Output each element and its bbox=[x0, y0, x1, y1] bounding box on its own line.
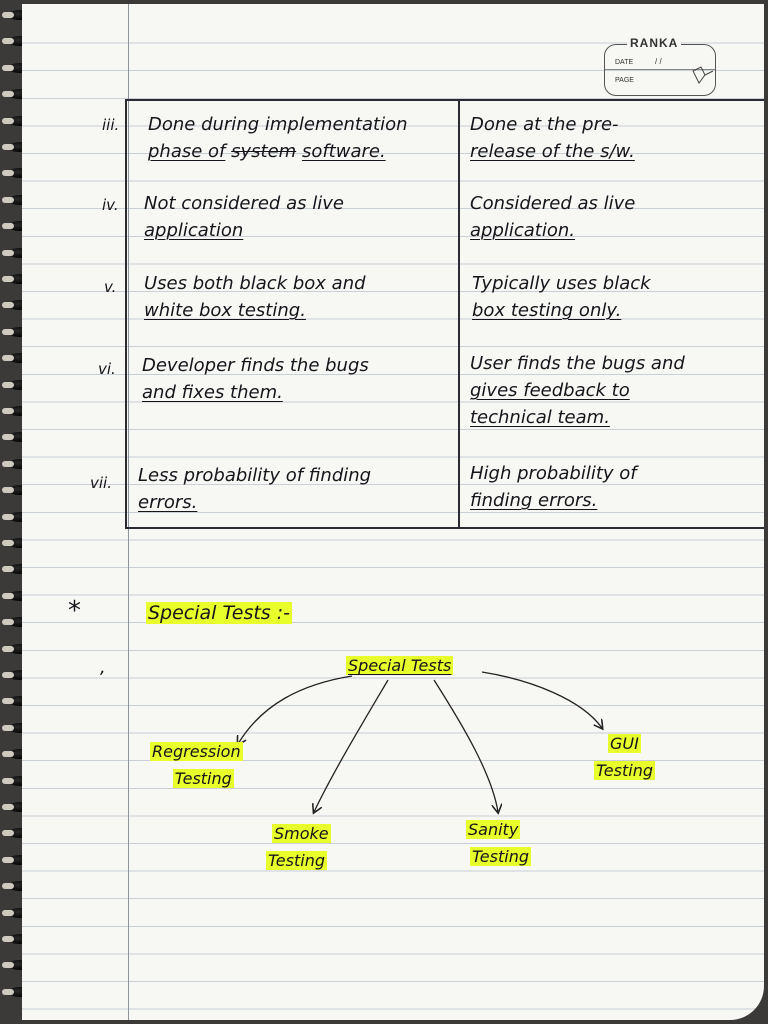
row-number: v. bbox=[104, 278, 117, 296]
node-line: Smoke bbox=[274, 824, 329, 843]
punch-hole bbox=[2, 989, 14, 995]
punch-hole bbox=[2, 804, 14, 810]
punch-hole bbox=[2, 38, 14, 44]
struck-word: system bbox=[231, 141, 297, 162]
punch-hole bbox=[2, 461, 14, 467]
punch-hole bbox=[2, 910, 14, 916]
punch-hole bbox=[2, 355, 14, 361]
node-line: Sanity bbox=[468, 820, 519, 839]
punch-hole bbox=[2, 408, 14, 414]
punch-hole bbox=[2, 830, 14, 836]
diagram-root bbox=[346, 652, 453, 679]
punch-hole bbox=[2, 382, 14, 388]
punch-hole bbox=[2, 487, 14, 493]
punch-hole bbox=[2, 197, 14, 203]
cell-line: Uses both black box and bbox=[144, 273, 366, 294]
punch-hole bbox=[2, 170, 14, 176]
row-number: vi. bbox=[98, 360, 116, 378]
punch-hole bbox=[2, 593, 14, 599]
punch-hole bbox=[2, 751, 14, 757]
punch-hole bbox=[2, 883, 14, 889]
cell-line: User finds the bugs and bbox=[470, 353, 685, 374]
cell-line: Developer finds the bugs bbox=[142, 355, 369, 376]
punch-hole bbox=[2, 540, 14, 546]
notebook-page bbox=[22, 4, 764, 1020]
punch-hole bbox=[2, 962, 14, 968]
arrow-to-regression bbox=[238, 676, 352, 744]
punch-hole bbox=[2, 434, 14, 440]
brand-name: RANKA bbox=[627, 36, 681, 50]
row-number: iii. bbox=[102, 116, 120, 134]
punch-hole bbox=[2, 936, 14, 942]
section-title-text: Special Tests :- bbox=[148, 602, 290, 624]
diagram-root-text: Special Tests bbox=[348, 656, 452, 675]
cell-line: application. bbox=[470, 220, 576, 241]
cell-line: Typically uses black bbox=[472, 273, 651, 294]
cell-line: errors. bbox=[138, 492, 198, 513]
punch-hole bbox=[2, 12, 14, 18]
date-slashes: / / bbox=[655, 57, 662, 66]
row-number: vii. bbox=[90, 474, 112, 492]
cell-line: white box testing. bbox=[144, 300, 306, 321]
node-regression-testing bbox=[150, 738, 243, 792]
punch-hole bbox=[2, 118, 14, 124]
arrow-to-smoke bbox=[314, 680, 388, 812]
row-number: iv. bbox=[102, 196, 119, 214]
cell-line: phase of bbox=[148, 141, 226, 162]
punch-hole bbox=[2, 672, 14, 678]
node-line: Regression bbox=[152, 742, 241, 761]
cell-line: and fixes them. bbox=[142, 382, 283, 403]
cell-line: Done during implementation bbox=[148, 114, 408, 135]
punch-hole bbox=[2, 144, 14, 150]
cell-line: release of the s/w. bbox=[470, 141, 635, 162]
cell-line: High probability of bbox=[470, 463, 637, 484]
cell-line: technical team. bbox=[470, 407, 610, 428]
punch-hole bbox=[2, 91, 14, 97]
cell-line: Less probability of finding bbox=[138, 465, 372, 486]
punch-hole bbox=[2, 302, 14, 308]
stray-mark: , bbox=[100, 657, 106, 678]
punch-hole bbox=[2, 857, 14, 863]
arrow-to-gui bbox=[482, 672, 602, 728]
diagram-arrows bbox=[22, 4, 764, 1020]
node-sanity-testing bbox=[466, 816, 531, 870]
cell-line: box testing only. bbox=[472, 300, 622, 321]
cell-line: finding errors. bbox=[470, 490, 598, 511]
node-line: Testing bbox=[596, 761, 653, 780]
node-smoke-testing bbox=[266, 820, 331, 874]
node-line: Testing bbox=[174, 769, 232, 788]
punch-hole bbox=[2, 65, 14, 71]
date-label: DATE bbox=[615, 59, 634, 66]
page-label: PAGE bbox=[615, 77, 634, 84]
cell-line: Not considered as live bbox=[144, 193, 344, 214]
punch-hole bbox=[2, 698, 14, 704]
punch-hole bbox=[2, 566, 14, 572]
node-line: GUI bbox=[610, 734, 639, 753]
punch-hole bbox=[2, 329, 14, 335]
cell-line: Considered as live bbox=[470, 193, 636, 214]
cell-line: gives feedback to bbox=[470, 380, 630, 401]
cell-line: Done at the pre- bbox=[470, 114, 619, 135]
node-line: Testing bbox=[268, 851, 325, 870]
punch-hole bbox=[2, 725, 14, 731]
punch-hole bbox=[2, 778, 14, 784]
cell-line: application bbox=[144, 220, 244, 241]
punch-hole bbox=[2, 619, 14, 625]
punch-hole bbox=[2, 250, 14, 256]
punch-hole bbox=[2, 223, 14, 229]
punch-hole bbox=[2, 276, 14, 282]
arrow-to-sanity bbox=[434, 680, 498, 812]
cell-line: software. bbox=[301, 141, 386, 162]
node-line: Testing bbox=[472, 847, 529, 866]
node-gui-testing bbox=[594, 730, 655, 784]
bullet-star: * bbox=[68, 596, 81, 626]
punch-hole bbox=[2, 514, 14, 520]
punch-hole bbox=[2, 646, 14, 652]
